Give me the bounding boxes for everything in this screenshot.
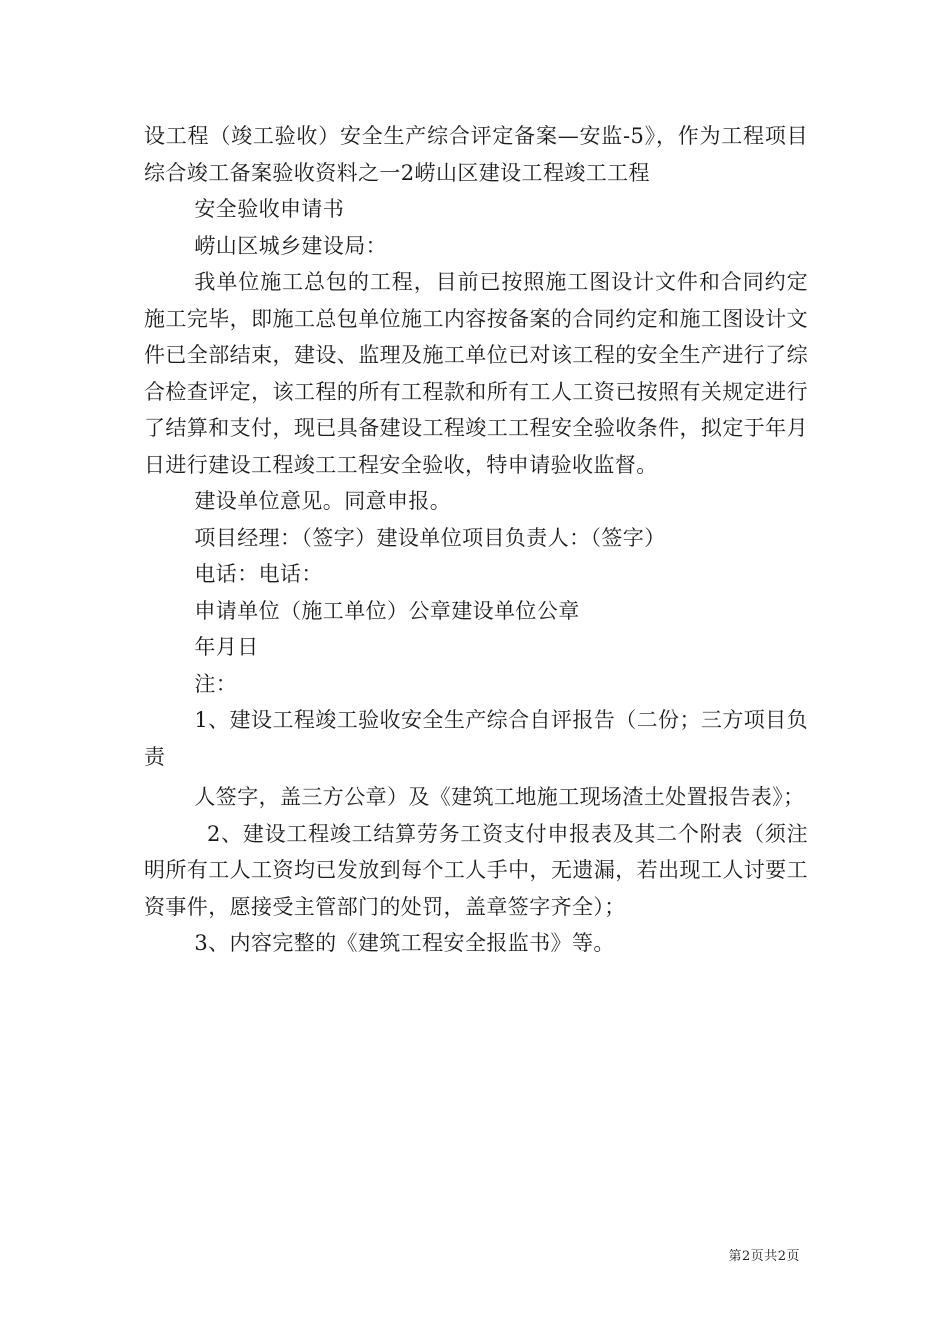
addressee: 崂山区城乡建设局： <box>194 233 387 258</box>
note-item-3: 3、内容完整的《建筑工程安全报监书》等。 <box>194 931 615 955</box>
phone-line: 电话：电话： <box>194 562 323 586</box>
note-item-1-continued: 人签字，盖三方公章）及《建筑工地施工现场渣土处置报告表》； <box>194 785 805 809</box>
intro-paragraph: 设工程（竣工验收）安全生产综合评定备案—安监-5》，作为工程项目综合竣工备案验收资料之一2崂山区建设工程竣工工程 <box>144 124 808 185</box>
signature-line: 项目经理：（签字）建设单位项目负责人：（签字） <box>194 525 666 550</box>
document-body <box>144 118 808 962</box>
seal-line: 申请单位（施工单位）公章建设单位公章 <box>194 598 580 623</box>
owner-opinion: 建设单位意见。同意申报。 <box>194 489 452 513</box>
application-body-paragraph: 我单位施工总包的工程，目前已按照施工图设计文件和合同约定施工完毕，即施工总包单位施工内容按备案的合同约定和施工图设计文件已全部结束，建设、监理及施工单位已对该工程的安全生产进行了综合检查评定，该工程的所有工程款和所有工人工资已按照有关规定进行了结算和支付，现已具备建设工程竣工工程安全验收条件，拟定于年月日进行建设工程竣工工程安全验收，特申请验收监督。 <box>144 270 808 477</box>
application-title: 安全验收申请书 <box>194 197 345 221</box>
note-item-1: 1、建设工程竣工验收安全生产综合自评报告（二份；三方项目负责 <box>144 708 808 769</box>
note-item-2: 2、建设工程竣工结算劳务工资支付申报表及其二个附表（须注明所有工人工资均已发放到每个工人手中，无遗漏，若出现工人讨要工资事件，愿接受主管部门的处罚，盖章签字齐全）； <box>144 821 808 919</box>
date-line: 年月日 <box>194 635 259 659</box>
page-number: 第2页共2页 <box>728 1249 800 1264</box>
notes-heading: 注： <box>194 671 238 696</box>
